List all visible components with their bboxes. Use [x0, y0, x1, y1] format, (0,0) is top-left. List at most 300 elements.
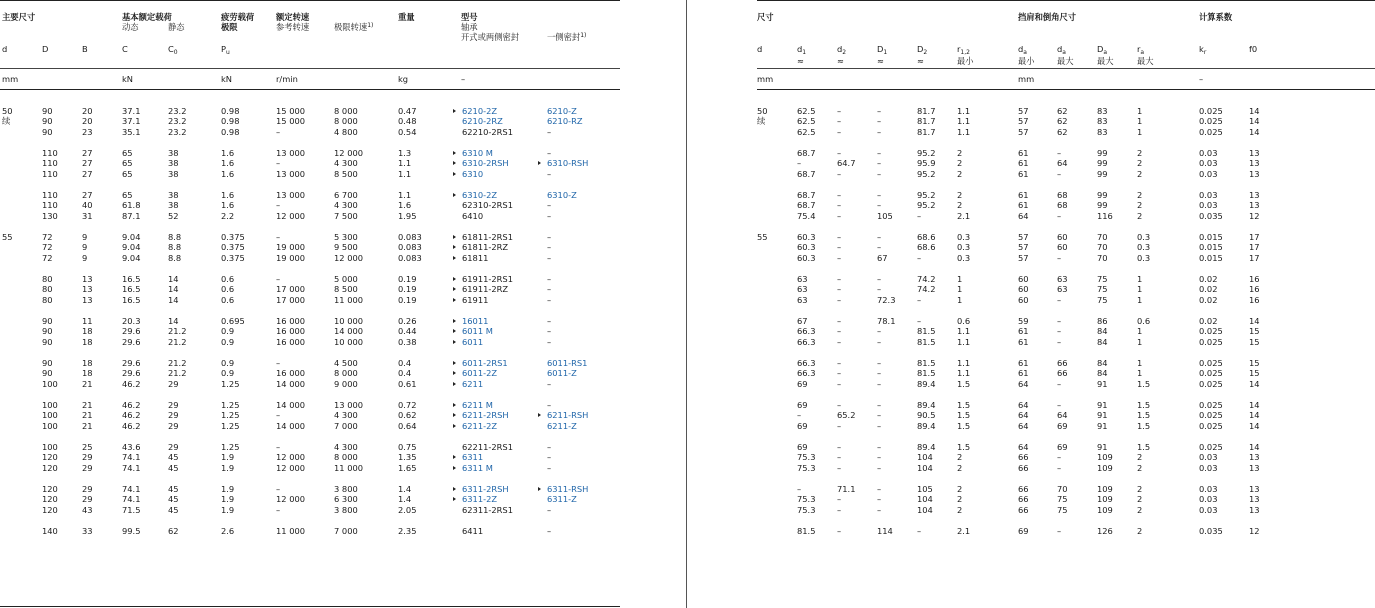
da-max: 75 — [1057, 504, 1068, 515]
col-r12: $r_{1,2}$ 最小 — [957, 44, 974, 67]
D2: 104 — [917, 504, 933, 515]
designation-one-side: – — [547, 210, 552, 221]
kr: 0.025 — [1199, 126, 1223, 137]
static-load: 21.2 — [168, 368, 187, 379]
kr: 0.02 — [1199, 284, 1218, 295]
D1: – — [877, 358, 882, 368]
top-rule — [0, 0, 620, 1]
page-divider — [686, 0, 687, 608]
ra-max: 2 — [1137, 484, 1143, 494]
designation-one-side: 6211-RSH — [547, 410, 589, 421]
D2: – — [917, 294, 922, 305]
popular-item-marker-icon — [453, 403, 456, 407]
f0: 13 — [1249, 158, 1260, 169]
designation-open-or-two-sides: 6211-2RSH — [462, 410, 509, 421]
da-max: 62 — [1057, 106, 1068, 116]
da-min: 57 — [1018, 106, 1029, 116]
da-min: 64 — [1018, 420, 1029, 431]
mass: 0.4 — [398, 368, 412, 379]
D1: – — [877, 326, 882, 337]
kr: 0.03 — [1199, 158, 1218, 169]
static-load: 62 — [168, 526, 179, 536]
designation-open-or-two-sides: 61811 — [462, 252, 489, 263]
da-max: 75 — [1057, 494, 1068, 505]
D1: 67 — [877, 252, 888, 263]
width: 9 — [82, 252, 88, 263]
reference-speed: 12 000 — [276, 452, 306, 463]
ra-max: 2 — [1137, 494, 1143, 505]
Da-max: 83 — [1097, 126, 1108, 137]
mass: 2.05 — [398, 504, 417, 515]
ra-max: 2 — [1137, 148, 1143, 158]
da-min: 57 — [1018, 252, 1029, 263]
static-load: 29 — [168, 378, 179, 389]
reference-speed: 16 000 — [276, 326, 306, 337]
col-Pu: $P_u$ — [221, 44, 230, 56]
ra-max: 1 — [1137, 358, 1143, 368]
header-limiting-speed: 极限转速$^{1)}$ — [334, 22, 374, 32]
designation-open-or-two-sides: 6311-2Z — [462, 494, 498, 505]
static-load: 45 — [168, 452, 179, 463]
D1: – — [877, 504, 882, 515]
D1: – — [877, 462, 882, 473]
d2: – — [837, 504, 842, 515]
kr: 0.015 — [1199, 252, 1223, 263]
dynamic-load: 46.2 — [122, 400, 141, 410]
D2: 81.7 — [917, 126, 936, 137]
static-load: 14 — [168, 316, 179, 326]
col-d1: $d_1$ ≈ — [797, 44, 807, 67]
reference-speed: – — [276, 442, 281, 452]
ra-max: 2 — [1137, 526, 1143, 536]
d1: 62.5 — [797, 106, 816, 116]
D2: 104 — [917, 494, 933, 505]
mass: 1.1 — [398, 190, 412, 200]
D2: 95.2 — [917, 168, 936, 179]
static-load: 14 — [168, 294, 179, 305]
limiting-speed: 10 000 — [334, 316, 364, 326]
r12-min: 1.1 — [957, 126, 971, 137]
D1: – — [877, 158, 882, 169]
static-load: 29 — [168, 400, 179, 410]
dynamic-load: 20.3 — [122, 316, 141, 326]
col-d2: $d_2$ ≈ — [837, 44, 847, 67]
da-min: 57 — [1018, 232, 1029, 242]
designation-open-or-two-sides: 6311 — [462, 452, 484, 463]
da-min: 61 — [1018, 336, 1029, 347]
da-min: 60 — [1018, 284, 1029, 295]
designation-open-or-two-sides: 62210-2RS1 — [462, 126, 513, 137]
da-max: 64 — [1057, 158, 1068, 169]
width: 21 — [82, 410, 93, 421]
static-load: 29 — [168, 410, 179, 421]
ra-max: 1.5 — [1137, 420, 1151, 431]
width: 21 — [82, 400, 93, 410]
continued-label: 续 — [757, 116, 766, 127]
left-page — [0, 0, 620, 608]
dynamic-load: 37.1 — [122, 116, 141, 127]
dynamic-load: 16.5 — [122, 294, 141, 305]
dynamic-load: 61.8 — [122, 200, 141, 211]
dynamic-load: 16.5 — [122, 284, 141, 295]
d2: 65.2 — [837, 410, 856, 421]
kr: 0.03 — [1199, 190, 1218, 200]
fatigue-limit: 2.6 — [221, 526, 235, 536]
outer-diameter: 90 — [42, 358, 53, 368]
header-designation: 型号 — [461, 12, 478, 22]
da-max: 62 — [1057, 126, 1068, 137]
Da-max: 91 — [1097, 442, 1108, 452]
da-max: 69 — [1057, 420, 1068, 431]
da-max: 63 — [1057, 284, 1068, 295]
Da-max: 116 — [1097, 210, 1113, 221]
kr: 0.025 — [1199, 336, 1223, 347]
d1: 66.3 — [797, 358, 816, 368]
popular-item-marker-icon — [453, 277, 456, 281]
fatigue-limit: 1.6 — [221, 158, 235, 169]
limiting-speed: 12 000 — [334, 148, 364, 158]
kr: 0.025 — [1199, 378, 1223, 389]
width: 21 — [82, 420, 93, 431]
da-max: – — [1057, 294, 1062, 305]
d2: – — [837, 336, 842, 347]
header-static: 静态 — [168, 22, 185, 32]
Da-max: 70 — [1097, 232, 1108, 242]
Da-max: 83 — [1097, 106, 1108, 116]
designation-one-side: 6310-RSH — [547, 158, 589, 169]
r12-min: 1.1 — [957, 368, 971, 379]
kr: 0.025 — [1199, 116, 1223, 127]
D1: – — [877, 494, 882, 505]
limiting-speed: 4 500 — [334, 358, 358, 368]
mass: 1.4 — [398, 494, 412, 505]
popular-item-marker-icon — [453, 340, 456, 344]
kr: 0.03 — [1199, 494, 1218, 505]
designation-open-or-two-sides: 6310 — [462, 168, 484, 179]
static-load: 45 — [168, 494, 179, 505]
r12-min: 2.1 — [957, 526, 971, 536]
kr: 0.02 — [1199, 316, 1218, 326]
designation-open-or-two-sides: 61911 — [462, 294, 489, 305]
d1: 69 — [797, 442, 808, 452]
D2: 81.7 — [917, 116, 936, 127]
static-load: 38 — [168, 200, 179, 211]
f0: 14 — [1249, 442, 1260, 452]
outer-diameter: 110 — [42, 158, 58, 169]
col-da-max: $d_a$ 最大 — [1057, 44, 1074, 67]
Da-max: 99 — [1097, 168, 1108, 179]
col-D2: $D_2$ ≈ — [917, 44, 928, 67]
limiting-speed: 11 000 — [334, 462, 364, 473]
designation-one-side: 6011-Z — [547, 368, 577, 379]
limiting-speed: 7 000 — [334, 526, 358, 536]
popular-item-marker-icon — [453, 413, 456, 417]
width: 13 — [82, 274, 93, 284]
limiting-speed: 8 500 — [334, 284, 358, 295]
popular-item-marker-icon — [453, 487, 456, 491]
dynamic-load: 29.6 — [122, 358, 141, 368]
dynamic-load: 74.1 — [122, 494, 141, 505]
outer-diameter: 72 — [42, 232, 53, 242]
reference-speed: 19 000 — [276, 242, 306, 253]
popular-item-marker-icon — [453, 298, 456, 302]
d1: 75.4 — [797, 210, 816, 221]
designation-open-or-two-sides: 6310-2RSH — [462, 158, 509, 169]
limiting-speed: 9 500 — [334, 242, 358, 253]
r12-min: 1.5 — [957, 400, 971, 410]
kr: 0.03 — [1199, 168, 1218, 179]
header-main-dims: 主要尺寸 — [2, 12, 36, 22]
d2: – — [837, 242, 842, 253]
da-min: 61 — [1018, 190, 1029, 200]
unit-designation: – — [461, 74, 466, 84]
mass: 0.083 — [398, 232, 422, 242]
width: 20 — [82, 116, 93, 127]
dynamic-load: 37.1 — [122, 106, 141, 116]
designation-open-or-two-sides: 62311-2RS1 — [462, 504, 513, 515]
limiting-speed: 9 000 — [334, 378, 358, 389]
popular-item-marker-icon — [453, 287, 456, 291]
da-min: 57 — [1018, 126, 1029, 137]
fatigue-limit: 0.375 — [221, 232, 245, 242]
popular-item-marker-icon — [453, 151, 456, 155]
D1: – — [877, 484, 882, 494]
da-min: 66 — [1018, 494, 1029, 505]
D1: – — [877, 400, 882, 410]
f0: 16 — [1249, 284, 1260, 295]
limiting-speed: 4 800 — [334, 126, 358, 137]
designation-one-side: – — [547, 148, 552, 158]
fatigue-limit: 0.6 — [221, 284, 235, 295]
f0: 15 — [1249, 368, 1260, 379]
da-min: 61 — [1018, 358, 1029, 368]
designation-open-or-two-sides: 6210-2RZ — [462, 116, 503, 127]
limiting-speed: 3 800 — [334, 484, 358, 494]
r12-min: 0.3 — [957, 252, 971, 263]
D1: – — [877, 378, 882, 389]
designation-open-or-two-sides: 6310-2Z — [462, 190, 498, 200]
kr: 0.025 — [1199, 400, 1223, 410]
f0: 13 — [1249, 200, 1260, 211]
limiting-speed: 10 000 — [334, 336, 364, 347]
ra-max: 2 — [1137, 200, 1143, 211]
f0: 15 — [1249, 326, 1260, 337]
f0: 13 — [1249, 452, 1260, 463]
designation-open-or-two-sides: 6311-2RSH — [462, 484, 509, 494]
width: 43 — [82, 504, 93, 515]
kr: 0.025 — [1199, 106, 1223, 116]
fatigue-limit: 0.98 — [221, 116, 240, 127]
reference-speed: 13 000 — [276, 148, 306, 158]
d2: – — [837, 526, 842, 536]
reference-speed: 12 000 — [276, 210, 306, 221]
designation-one-side: – — [547, 126, 552, 137]
reference-speed: – — [276, 158, 281, 169]
mass: 0.72 — [398, 400, 417, 410]
width: 18 — [82, 326, 93, 337]
designation-one-side: – — [547, 336, 552, 347]
D2: – — [917, 316, 922, 326]
da-max: 66 — [1057, 358, 1068, 368]
mass: 1.6 — [398, 200, 412, 211]
designation-open-or-two-sides: 61811-2RS1 — [462, 232, 513, 242]
width: 21 — [82, 378, 93, 389]
r12-min: 1 — [957, 274, 963, 284]
f0: 12 — [1249, 210, 1260, 221]
outer-diameter: 90 — [42, 326, 53, 337]
designation-open-or-two-sides: 6410 — [462, 210, 484, 221]
reference-speed: 17 000 — [276, 284, 306, 295]
col-C: C — [122, 44, 128, 54]
width: 20 — [82, 106, 93, 116]
popular-item-marker-icon — [453, 455, 456, 459]
designation-open-or-two-sides: 6210-2Z — [462, 106, 498, 116]
da-min: 66 — [1018, 484, 1029, 494]
reference-speed: 15 000 — [276, 106, 306, 116]
d1: 68.7 — [797, 200, 816, 211]
f0: 13 — [1249, 168, 1260, 179]
da-min: 57 — [1018, 242, 1029, 253]
outer-diameter: 80 — [42, 284, 53, 295]
da-max: – — [1057, 148, 1062, 158]
r12-min: 2 — [957, 494, 963, 505]
dynamic-load: 65 — [122, 148, 133, 158]
d1: 69 — [797, 378, 808, 389]
limiting-speed: 4 300 — [334, 158, 358, 169]
fatigue-limit: 0.9 — [221, 326, 235, 337]
d1: 68.7 — [797, 190, 816, 200]
designation-open-or-two-sides: 6211-2Z — [462, 420, 498, 431]
designation-open-or-two-sides: 6310 M — [462, 148, 493, 158]
width: 33 — [82, 526, 93, 536]
f0: 17 — [1249, 252, 1260, 263]
designation-one-side: – — [547, 452, 552, 463]
dynamic-load: 43.6 — [122, 442, 141, 452]
f0: 12 — [1249, 526, 1260, 536]
D1: 114 — [877, 526, 893, 536]
reference-speed: – — [276, 126, 281, 137]
designation-one-side: 6311-Z — [547, 494, 577, 505]
static-load: 38 — [168, 168, 179, 179]
f0: 13 — [1249, 484, 1260, 494]
unit-kN-fatigue: kN — [221, 74, 233, 84]
Da-max: 83 — [1097, 116, 1108, 127]
d1: 62.5 — [797, 126, 816, 137]
Da-max: 84 — [1097, 368, 1108, 379]
f0: 15 — [1249, 358, 1260, 368]
mass: 2.35 — [398, 526, 417, 536]
da-max: 60 — [1057, 232, 1068, 242]
ra-max: 1 — [1137, 106, 1143, 116]
da-max: 69 — [1057, 442, 1068, 452]
da-min: 61 — [1018, 148, 1029, 158]
bottom-rule — [0, 606, 620, 607]
da-min: 66 — [1018, 504, 1029, 515]
popular-item-marker-icon — [538, 487, 541, 491]
outer-diameter: 100 — [42, 410, 58, 421]
top-rule — [757, 0, 1375, 1]
r12-min: 0.3 — [957, 232, 971, 242]
header-rule — [757, 68, 1375, 69]
reference-speed: 12 000 — [276, 494, 306, 505]
col-Da: $D_a$ 最大 — [1097, 44, 1114, 67]
D2: 81.5 — [917, 336, 936, 347]
r12-min: 1.1 — [957, 106, 971, 116]
mass: 1.65 — [398, 462, 417, 473]
D1: 105 — [877, 210, 893, 221]
D1: – — [877, 126, 882, 137]
ra-max: 2 — [1137, 504, 1143, 515]
bore-diameter: 50 — [2, 106, 13, 116]
da-max: 63 — [1057, 274, 1068, 284]
static-load: 8.8 — [168, 252, 182, 263]
ra-max: 1 — [1137, 116, 1143, 127]
kr: 0.015 — [1199, 232, 1223, 242]
fatigue-limit: 0.375 — [221, 252, 245, 263]
mass: 1.3 — [398, 148, 412, 158]
designation-one-side: – — [547, 242, 552, 253]
r12-min: 1 — [957, 284, 963, 295]
Da-max: 70 — [1097, 242, 1108, 253]
dynamic-load: 9.04 — [122, 242, 141, 253]
header-bearing: 轴承 — [461, 22, 478, 32]
r12-min: 2 — [957, 168, 963, 179]
fatigue-limit: 1.9 — [221, 484, 235, 494]
static-load: 52 — [168, 210, 179, 221]
dynamic-load: 65 — [122, 158, 133, 169]
dynamic-load: 71.5 — [122, 504, 141, 515]
designation-one-side: – — [547, 200, 552, 211]
fatigue-limit: 1.25 — [221, 442, 240, 452]
D2: 89.4 — [917, 420, 936, 431]
ra-max: 2 — [1137, 452, 1143, 463]
r12-min: 2 — [957, 484, 963, 494]
fatigue-limit: 0.98 — [221, 126, 240, 137]
d1: 67 — [797, 316, 808, 326]
designation-one-side: – — [547, 284, 552, 295]
designation-one-side: – — [547, 526, 552, 536]
D2: 68.6 — [917, 232, 936, 242]
D1: 72.3 — [877, 294, 896, 305]
designation-open-or-two-sides: 62211-2RS1 — [462, 442, 513, 452]
limiting-speed: 3 800 — [334, 504, 358, 515]
D1: – — [877, 116, 882, 127]
da-min: 59 — [1018, 316, 1029, 326]
d2: – — [837, 494, 842, 505]
d1: 66.3 — [797, 368, 816, 379]
col-D1: $D_1$ ≈ — [877, 44, 888, 67]
limiting-speed: 8 000 — [334, 452, 358, 463]
designation-one-side: – — [547, 252, 552, 263]
popular-item-marker-icon — [538, 413, 541, 417]
outer-diameter: 100 — [42, 420, 58, 431]
Da-max: 91 — [1097, 378, 1108, 389]
ra-max: 2 — [1137, 462, 1143, 473]
designation-open-or-two-sides: 6011 M — [462, 326, 493, 337]
width: 18 — [82, 336, 93, 347]
popular-item-marker-icon — [453, 161, 456, 165]
da-max: – — [1057, 526, 1062, 536]
ra-max: 0.6 — [1137, 316, 1151, 326]
limiting-speed: 14 000 — [334, 326, 364, 337]
width: 13 — [82, 284, 93, 295]
designation-open-or-two-sides: 61911-2RS1 — [462, 274, 513, 284]
r12-min: 1.1 — [957, 116, 971, 127]
designation-one-side: 6210-RZ — [547, 116, 583, 127]
d1: – — [797, 484, 802, 494]
popular-item-marker-icon — [453, 497, 456, 501]
D1: – — [877, 336, 882, 347]
